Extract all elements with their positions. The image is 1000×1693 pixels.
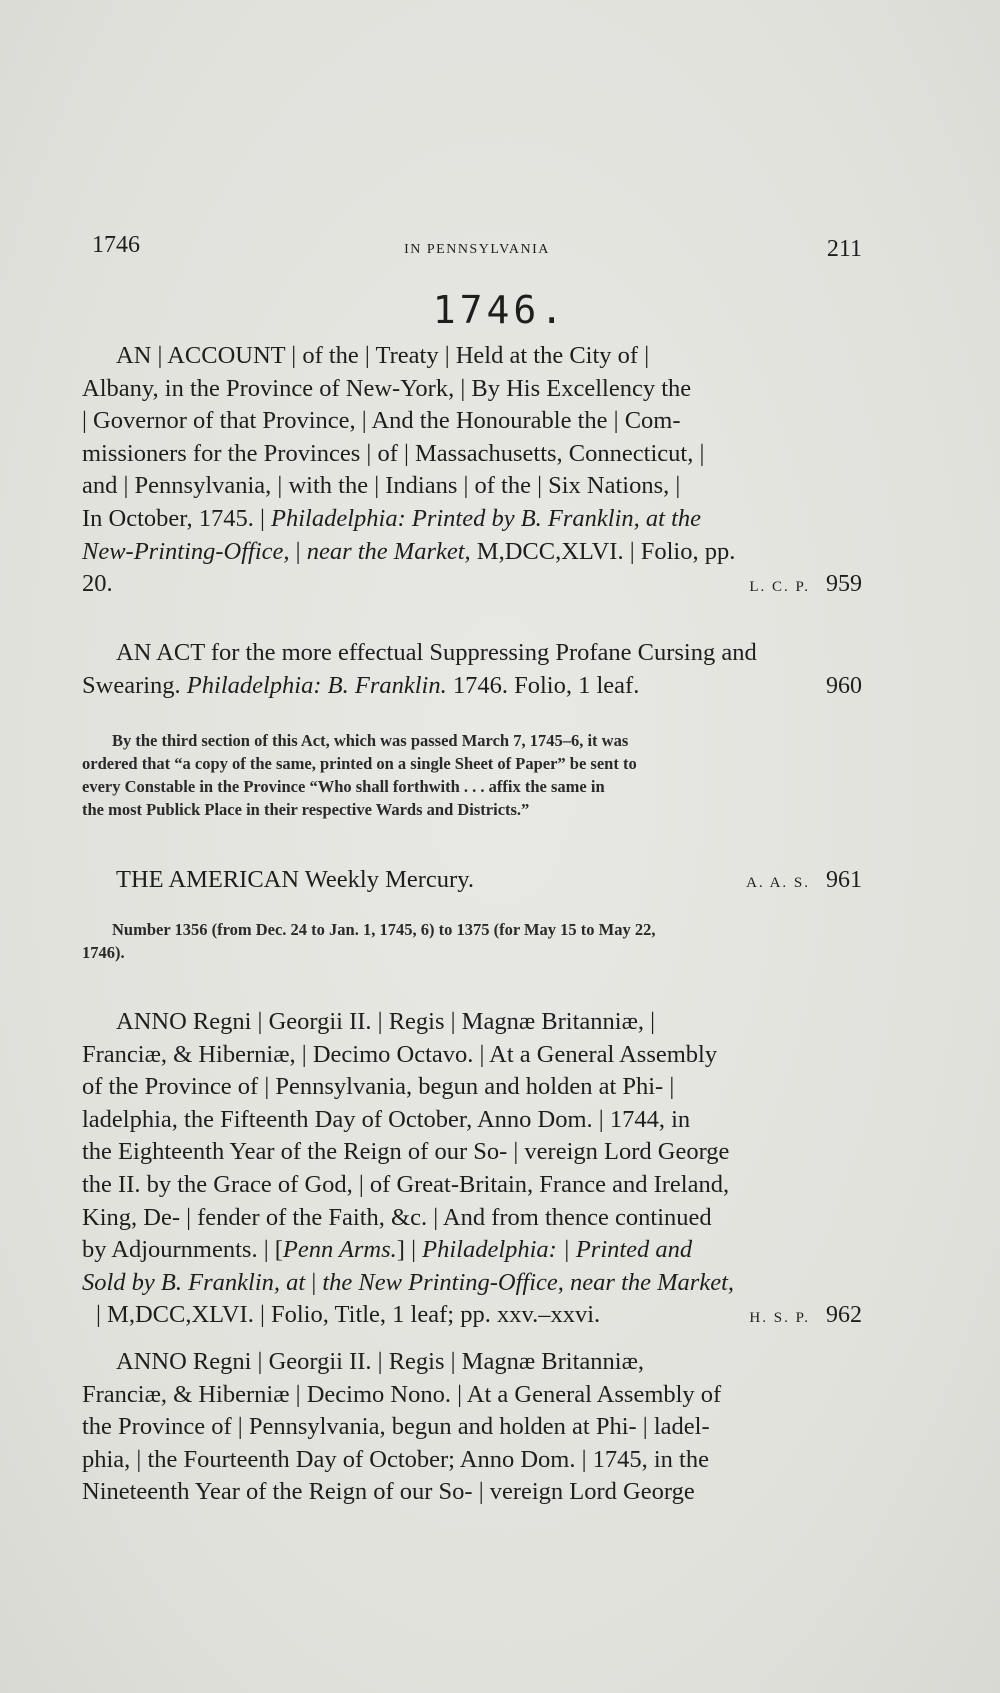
entry-line: Nineteenth Year of the Reign of our So- | vereign Lord George bbox=[82, 1478, 695, 1506]
text-run: ] | bbox=[396, 1236, 423, 1264]
text-run: | bbox=[305, 1268, 323, 1296]
note-line: every Constable in the Province “Who shall forthwith . . . affix the same in bbox=[82, 777, 605, 796]
imprint-italic: Philadelphia: Printed by B. Franklin, at the bbox=[271, 504, 702, 532]
entry-number: 962 bbox=[826, 1302, 862, 1329]
note-line: Number 1356 (from Dec. 24 to Jan. 1, 1745, 6) to 1375 (for May 15 to May 22, bbox=[112, 920, 656, 939]
text-run: 20. bbox=[82, 570, 113, 598]
imprint-italic: Sold by B. Franklin, at bbox=[82, 1268, 306, 1296]
entry-line: Franciæ, & Hiberniæ, | Decimo Octavo. | At a General Assembly bbox=[82, 1040, 718, 1068]
entry-line: missioners for the Provinces | of | Massachusetts, Connecticut, | bbox=[82, 439, 705, 467]
entry-tail bbox=[82, 1299, 862, 1335]
entry-line: and | Pennsylvania, | with the | Indians | of the | Six Nations, | bbox=[82, 472, 681, 500]
entry-line: the Eighteenth Year of the Reign of our So- | vereign Lord George bbox=[82, 1138, 730, 1166]
text-run: In October, 1745. | bbox=[82, 504, 271, 532]
library-code: H. S. P. bbox=[749, 1310, 810, 1327]
entry-963 bbox=[82, 1346, 862, 1509]
entry-number: 961 bbox=[826, 867, 862, 893]
imprint-italic: Philadelphia: | Printed and bbox=[422, 1236, 693, 1264]
note-line: By the third section of this Act, which was passed March 7, 1745–6, it was bbox=[112, 731, 629, 750]
text-run: Swearing. bbox=[82, 671, 187, 699]
entry-line bbox=[82, 1267, 862, 1300]
text-run: by Adjournments. | [ bbox=[82, 1236, 283, 1264]
library-code: L. C. P. bbox=[749, 579, 810, 596]
entry-line bbox=[82, 503, 862, 536]
entry-960 bbox=[82, 637, 862, 702]
entry-959 bbox=[82, 340, 862, 604]
entry-line: King, De- | fender of the Faith, &c. | And from thence continued bbox=[82, 1203, 712, 1231]
entry-line: of the Province of | Pennsylvania, begun and holden at Phi- | bbox=[82, 1073, 675, 1101]
entry-line: phia, | the Fourteenth Day of October; Anno Dom. | 1745, in the bbox=[82, 1445, 709, 1473]
entry-line: AN | ACCOUNT | of the | Treaty | Held at the City of | bbox=[116, 342, 650, 369]
header-title: IN PENNSYLVANIA bbox=[404, 242, 550, 257]
text-run: | M,DCC,XLVI. | Folio, Title, 1 leaf; pp. xxv.–xxvi. bbox=[96, 1301, 601, 1329]
text-run: 1746. Folio, 1 leaf. bbox=[446, 671, 640, 699]
entry-tail bbox=[82, 670, 862, 703]
entry-961 bbox=[82, 864, 862, 900]
year-heading: 1746. bbox=[432, 288, 568, 332]
entry-line: ladelphia, the Fifteenth Day of October, Anno Dom. | 1744, in bbox=[82, 1105, 691, 1133]
imprint-italic: Philadelphia: B. Franklin. bbox=[186, 671, 447, 699]
entry-number: 960 bbox=[826, 672, 862, 699]
entry-tail bbox=[82, 864, 862, 900]
entry-line bbox=[82, 1234, 862, 1267]
entry-line: ANNO Regni | Georgii II. | Regis | Magnæ Britanniæ, bbox=[116, 1348, 645, 1375]
imprint-italic: Penn Arms. bbox=[282, 1236, 397, 1264]
library-code: A. A. S. bbox=[746, 875, 810, 891]
note-line: 1746). bbox=[82, 943, 125, 962]
entry-962 bbox=[82, 1006, 862, 1335]
text-run: M,DCC,XLVI. | Folio, pp. bbox=[470, 537, 736, 565]
entry-number: 959 bbox=[826, 571, 862, 598]
note-961 bbox=[82, 918, 860, 964]
header-year: 1746 bbox=[92, 232, 140, 258]
imprint-italic: near the Market, bbox=[306, 537, 471, 565]
note-960 bbox=[82, 729, 860, 821]
text-run: | bbox=[289, 537, 307, 565]
note-line: ordered that “a copy of the same, printed on a single Sheet of Paper” be sent to bbox=[82, 754, 637, 773]
entry-line: | Governor of that Province, | And the Honourable the | Com- bbox=[82, 407, 681, 435]
page-number: 211 bbox=[826, 236, 862, 262]
entry-tail bbox=[82, 568, 862, 604]
entry-line: Albany, in the Province of New-York, | By His Excellency the bbox=[82, 374, 692, 402]
imprint-italic: New-Printing-Office, bbox=[82, 537, 290, 565]
entry-line: the Province of | Pennsylvania, begun and holden at Phi- | ladel- bbox=[82, 1413, 710, 1441]
entry-line: ANNO Regni | Georgii II. | Regis | Magnæ Britanniæ, | bbox=[116, 1008, 656, 1035]
running-header bbox=[92, 228, 862, 268]
imprint-italic: the New Printing-Office, near the Market, bbox=[322, 1268, 735, 1296]
note-line: the most Publick Place in their respective Wards and Districts.” bbox=[82, 800, 530, 819]
entry-line bbox=[82, 536, 862, 569]
text-run: THE AMERICAN Weekly Mercury. bbox=[116, 866, 474, 893]
entry-line: the II. by the Grace of God, | of Great-Britain, France and Ireland, bbox=[82, 1170, 730, 1198]
entry-line: Franciæ, & Hiberniæ | Decimo Nono. | At a General Assembly of bbox=[82, 1380, 722, 1408]
entry-line: AN ACT for the more effectual Suppressing Profane Cursing and bbox=[116, 639, 757, 666]
